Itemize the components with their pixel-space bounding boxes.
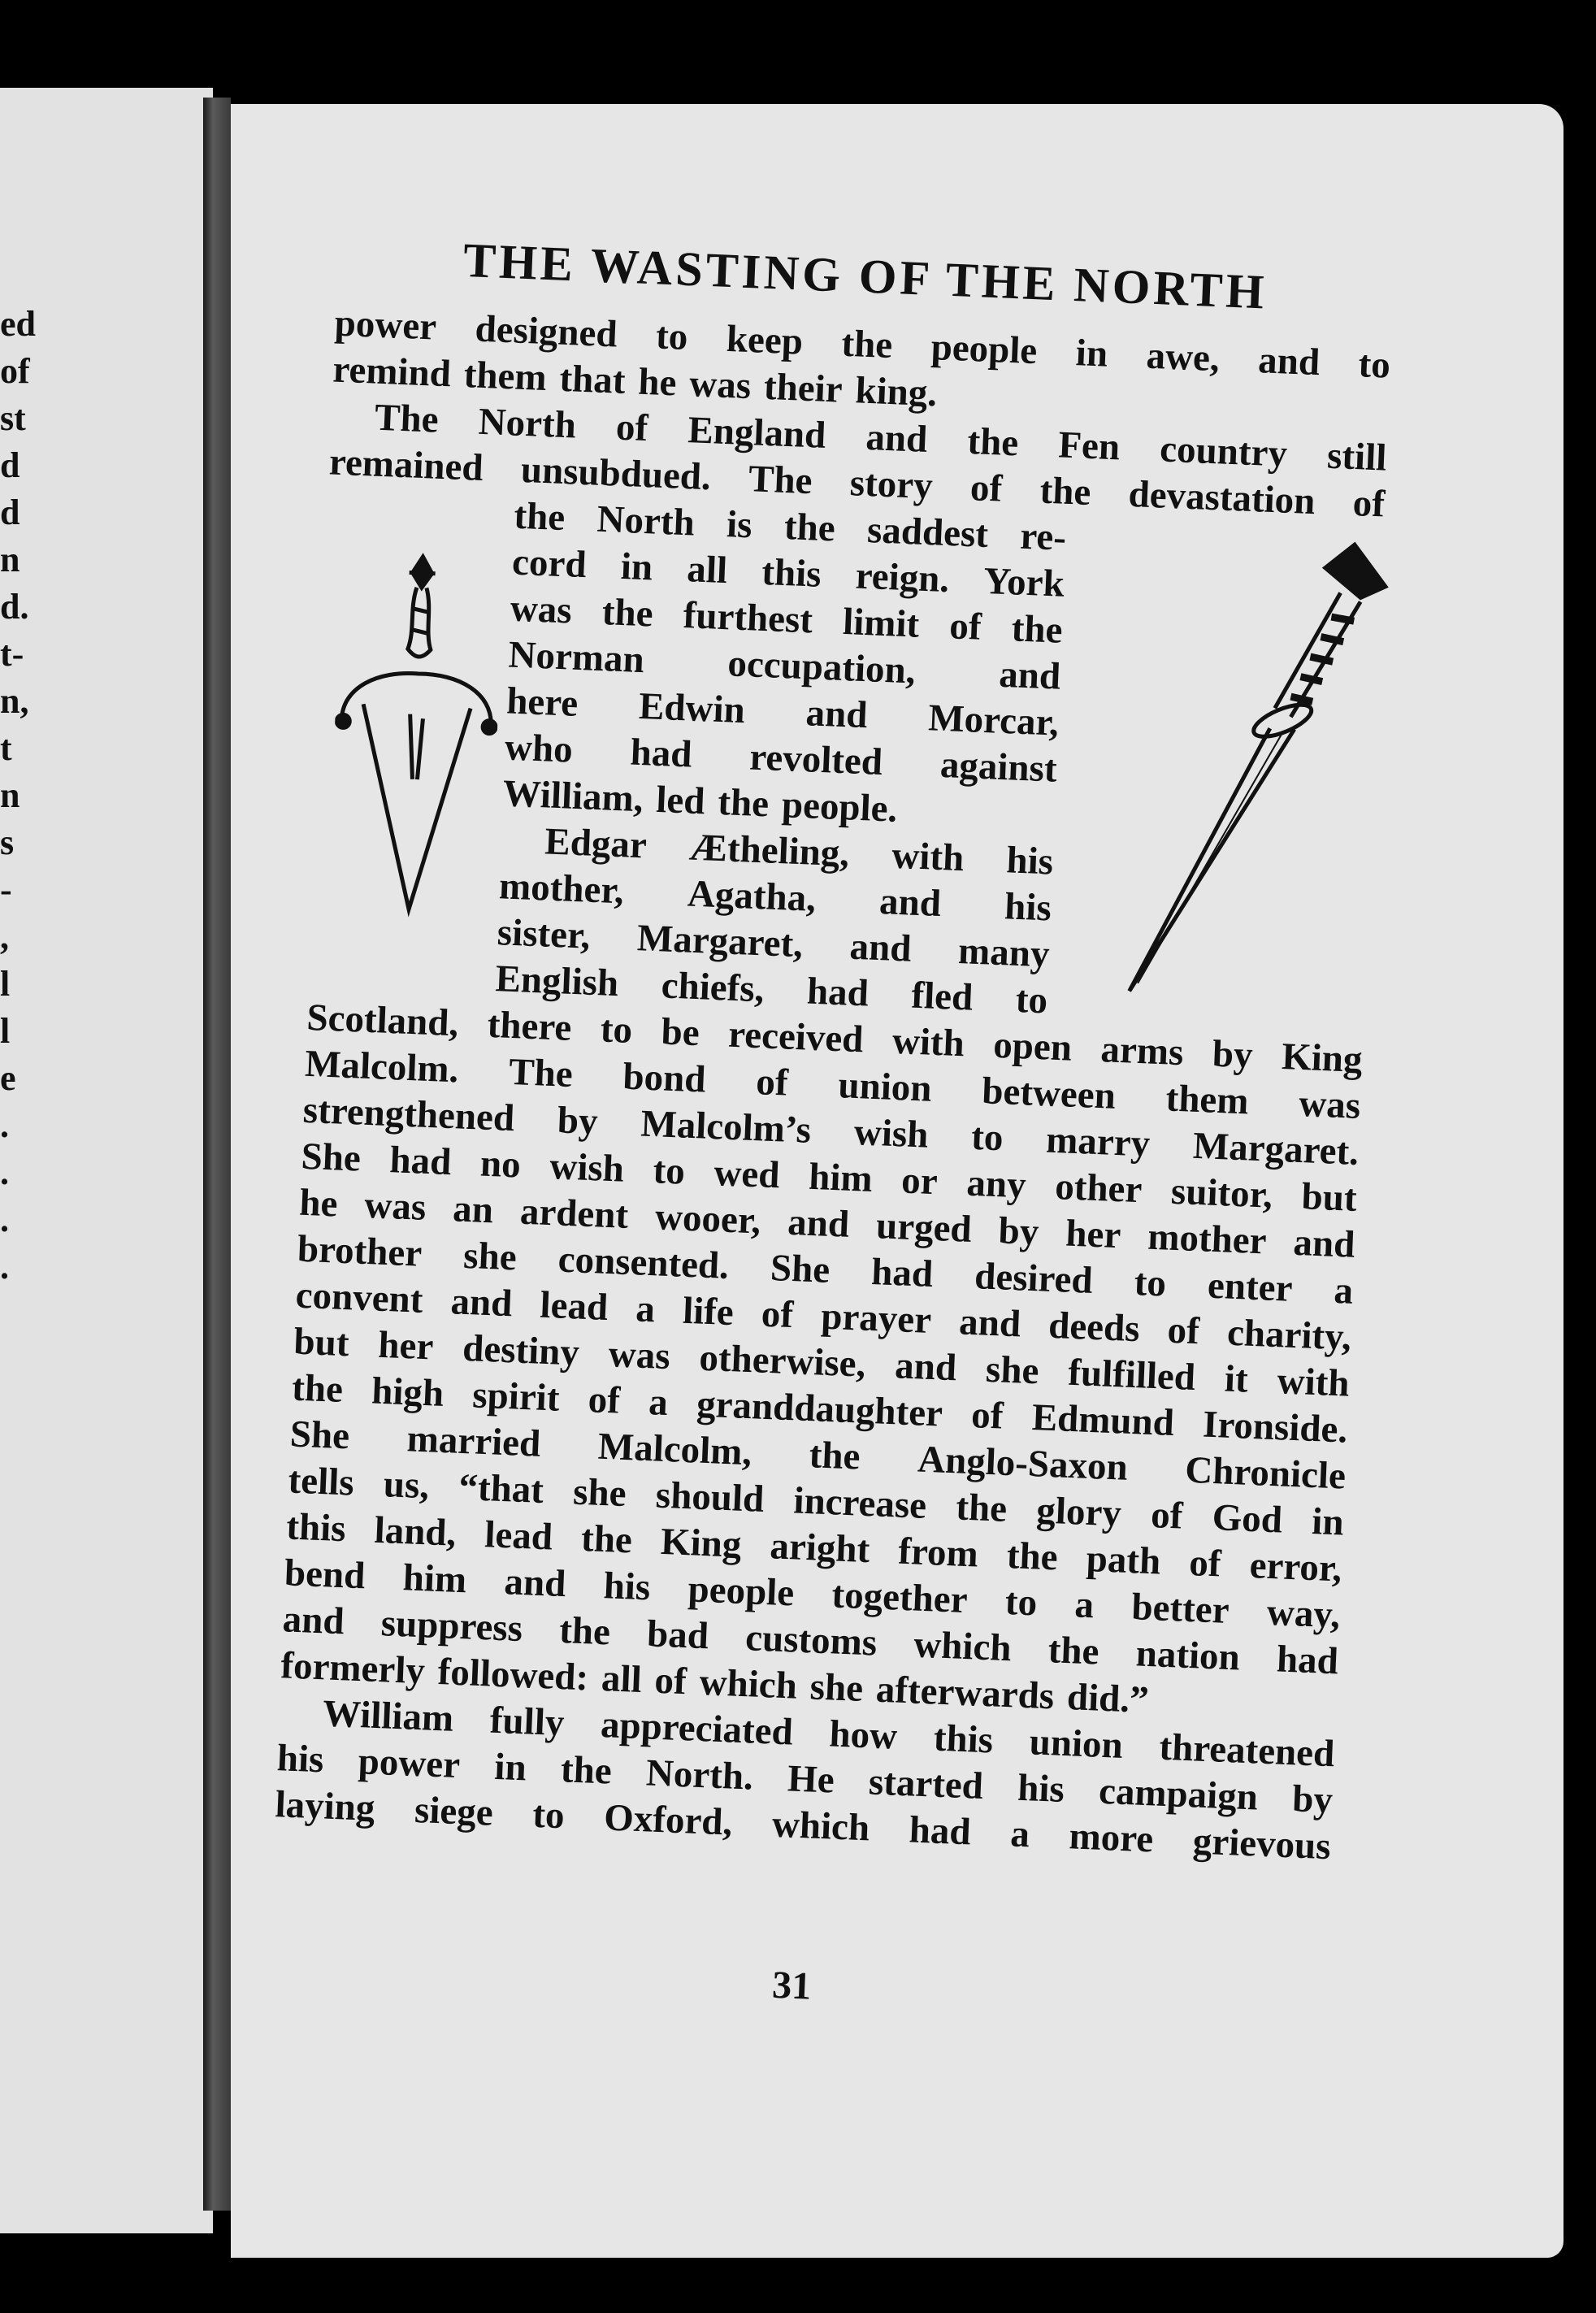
left-page-fragment: e — [0, 1058, 16, 1098]
page-content — [265, 228, 1394, 2097]
text-line: She had no wish to wed him or any other suitor, but — [300, 1135, 1358, 1220]
text-line: William, led the people. — [501, 772, 899, 831]
text-line: who had revolted against — [504, 726, 1058, 791]
text-line: mother, Agatha, and his — [498, 865, 1052, 930]
text-line: remind them that he was their king. — [332, 348, 939, 415]
dagger-icon — [1121, 528, 1407, 1010]
text-line: and suppress the bad customs which the nation had — [281, 1598, 1339, 1683]
text-line: Edgar Ætheling, with his — [544, 820, 1055, 883]
left-page-fragment: t — [0, 728, 12, 768]
left-page-fragment: - — [0, 870, 12, 909]
left-page-fragment: d — [0, 493, 20, 532]
left-page-fragment: l — [0, 964, 11, 1004]
text-line: sister, Margaret, and many — [496, 911, 1051, 976]
text-line: Norman occupation, and — [507, 633, 1062, 698]
left-page-fragment: ed — [0, 304, 36, 344]
left-page-fragment: st — [0, 398, 26, 438]
text-line: the North is the saddest re- — [513, 494, 1068, 559]
text-line: Scotland, there to be received with open arms by King — [306, 996, 1364, 1082]
left-page-fragment: . — [0, 1247, 9, 1287]
left-page-fragment: of — [0, 351, 30, 391]
left-page-fragment: d — [0, 445, 20, 485]
text-line: the high spirit of a granddaughter of Edmund Ironside. — [291, 1366, 1349, 1452]
left-page-fragment: , — [0, 917, 9, 957]
left-page-fragment: . — [0, 1105, 9, 1145]
text-line: he was an ardent wooer, and urged by her mother and — [298, 1181, 1356, 1266]
text-line: English chiefs, had fled to — [494, 957, 1049, 1022]
text-line: She married Malcolm, the Anglo-Saxon Chronicle — [288, 1413, 1347, 1498]
left-page-fragment: . — [0, 1200, 9, 1239]
text-line: power designed to keep the people in awe, and to — [333, 302, 1391, 387]
left-page-text-fragments — [0, 301, 36, 1291]
text-line: remained unsubdued. The story of the devastation of — [328, 440, 1386, 526]
text-line: bend him and his people together to a better way, — [284, 1551, 1342, 1637]
text-line: here Edwin and Morcar, — [505, 679, 1060, 744]
text-line: formerly followed: all of which she afterwards did.” — [280, 1644, 1150, 1722]
text-line: cord in all this reign. York — [511, 540, 1065, 605]
sword-icon — [327, 549, 505, 921]
left-page-fragment: d. — [0, 587, 29, 627]
text-line: his power in the North. He started his campaign by — [275, 1737, 1334, 1822]
text-line: strengthened by Malcolm’s wish to marry Margaret. — [301, 1088, 1360, 1174]
text-line: Malcolm. The bond of union between them was — [304, 1042, 1362, 1127]
left-page-fragment: l — [0, 1011, 11, 1051]
page-heading: THE WASTING OF THE NORTH — [462, 232, 1269, 319]
text-line: was the furthest limit of the — [509, 587, 1064, 652]
text-line: but her destiny was otherwise, and she fulfilled it with — [293, 1320, 1351, 1405]
left-page-fragment: s — [0, 822, 15, 862]
book-gutter — [203, 98, 231, 2211]
left-page-fragment: n, — [0, 681, 29, 721]
left-page-fragment: t- — [0, 634, 24, 674]
text-line: William fully appreciated how this union threatened — [322, 1692, 1336, 1776]
text-line: The North of England and the Fen country still — [374, 396, 1388, 480]
text-line: this land, lead the King aright from the path of error, — [285, 1505, 1343, 1590]
page-number: 31 — [771, 1963, 813, 2008]
left-page-fragment: n — [0, 540, 20, 579]
left-page-fragment: n — [0, 775, 20, 815]
left-page — [0, 88, 213, 2233]
left-page-fragment: . — [0, 1152, 9, 1192]
text-line: convent and lead a life of prayer and deeds of charity, — [294, 1274, 1352, 1359]
text-line: tells us, “that she should increase the glory of God in — [287, 1459, 1345, 1544]
text-line: brother she consented. She had desired to enter a — [297, 1227, 1355, 1313]
text-line: laying siege to Oxford, which had a more grievous — [274, 1783, 1332, 1868]
